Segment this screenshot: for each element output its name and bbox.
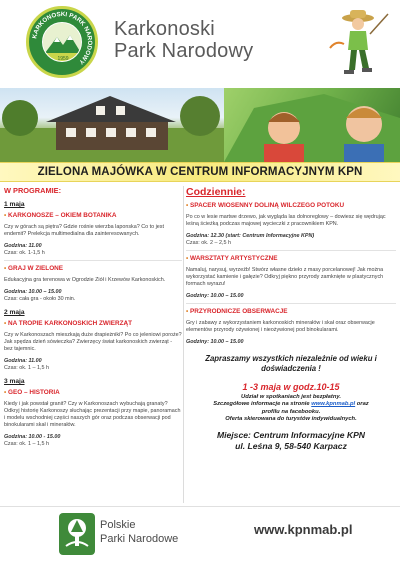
event-title-main: ZIELONA MAJÓWKA: [37, 166, 153, 178]
activity-title: [186, 308, 396, 315]
activity-title-text: KARKONOSZE – OKIEM BOTANIKA: [8, 212, 117, 219]
building-photo: [0, 88, 224, 162]
invitation-line-1: Zapraszamy wszystkich niezależnie od wieku i: [205, 354, 377, 363]
polish-parks-line-2: Parki Narodowe: [100, 533, 179, 545]
free-info-line-3: profilu na facebooku.: [261, 408, 321, 415]
website-link[interactable]: www.kpnmab.pl: [311, 401, 356, 408]
location-line-2: ul. Leśna 9, 58-540 Karpacz: [235, 440, 347, 451]
day-label: 1 maja: [4, 201, 25, 208]
building-photo-art: [0, 88, 224, 162]
invitation-line-2: doświadczenia !: [261, 364, 321, 373]
separator: [186, 303, 396, 304]
activity-duration: Czas: ok. 1 – 1,5 h: [4, 441, 49, 447]
bullet-icon: •: [186, 202, 191, 209]
day-label: 2 maja: [4, 309, 25, 316]
activity-duration: Czas: ok. 1-1,5 h: [4, 250, 45, 256]
activity-desc: Namaluj, narysuj, wyrzeźb! Stwórz własne dzieło z masy porcelanowej! Jak można wykorzystać kamienie i gałęzie? Odkryj piękno przyrody zamknięte w plastycznych formach wyrazu!: [186, 267, 384, 287]
bullet-icon: •: [186, 255, 191, 262]
program-heading: W PROGRAMIE:: [4, 186, 62, 195]
children-photo-art: [224, 88, 400, 162]
activity-time: Godzina: 11.00: [4, 243, 42, 249]
activity-title: [186, 255, 396, 262]
children-photo: [224, 88, 400, 162]
free-info-text: Szczegółowe informacje na stronie: [213, 401, 312, 408]
free-info-line-4: Oferta skierowana do turystów indywidualnych.: [225, 416, 357, 423]
photo-strip: [0, 88, 400, 162]
activity-title: [4, 389, 182, 396]
logo-emblem: [42, 22, 82, 62]
activity-title-text: NA TROPIE KARKONOSKICH ZWIERZĄT: [8, 320, 133, 327]
brand-line-2: Park Narodowy: [114, 40, 254, 62]
bullet-icon: •: [4, 389, 9, 396]
activity-time: Godziny: 10.00 – 15.00: [186, 339, 244, 345]
activity-time: Godzina: 11.00: [4, 358, 42, 364]
activity-title-text: WARSZTATY ARTYSTYCZNE: [190, 255, 278, 262]
polish-parks-line-1: Polskie: [100, 519, 136, 531]
activity-time: Godzina: 10.00 – 15.00: [4, 289, 62, 295]
activity-title-text: SPACER WIOSENNY DOLINĄ WILCZEGO POTOKU: [190, 202, 345, 209]
activity-desc: Gry i zabawy z wykorzystaniem karkonoskich minerałów i skał oraz obserwacje elementów przyrody ożywionej i nieożywionej pod binokularami.: [186, 320, 375, 333]
event-title: [0, 166, 400, 178]
kpn-logo: [26, 6, 98, 78]
activity-desc: Czy w górach są piętra? Gdzie rośnie wierzba laponska? Co to jest endemit? Prelekcja multimedialna dla zainteresowanych.: [4, 224, 165, 237]
footer-website[interactable]: www.kpnmab.pl: [254, 522, 353, 537]
activity-title: [4, 265, 182, 272]
event-title-place: W CENTRUM INFORMACYJNYM KPN: [152, 166, 363, 178]
mountain-emblem-icon: [43, 23, 82, 62]
logo-ring-text: KARKONOSKI PARK NARODOWY: [31, 10, 94, 66]
event-dates: 1 -3 maja w godz.10-15: [242, 382, 340, 392]
daily-column: [186, 186, 396, 452]
activity-time: Godziny: 10.00 – 15.00: [186, 293, 244, 299]
program-column: [4, 186, 182, 448]
brand-line-1: Karkonoski: [114, 18, 215, 40]
activity-desc: Kiedy i jak powstał granit? Czy w Karkonoszach wybuchają granaty? Odkryj historię Karkonoszy słuchając prezentacji przy mapie, panoramach i modelu wschodniej części naszych gór oraz podczas obserwacji pod binokularami skał i minerałów.: [4, 401, 181, 428]
free-info-text-end: oraz: [355, 401, 369, 408]
activity-time: Godzina: 12.30 (start: Centrum Informacyjne KPN): [186, 233, 315, 239]
activity-title-text: GEO – HISTORIA: [8, 389, 60, 396]
hiker-illustration-icon: [322, 4, 394, 80]
daily-heading: Codziennie:: [186, 186, 246, 198]
bullet-icon: •: [4, 320, 9, 327]
activity-title: [186, 202, 396, 209]
activity-time: Godzina: 10.00 - 15.00: [4, 434, 61, 440]
column-divider: [183, 186, 184, 503]
invitation: [186, 354, 396, 374]
separator: [186, 250, 396, 251]
polish-parks-logo-icon: [58, 512, 96, 556]
activity-desc: Edukacyjna gra terenowa w Ogrodzie Ziół i Krzewów Karkonoskich.: [4, 277, 166, 283]
free-info-line-2: [186, 401, 396, 408]
activity-desc: Czy w Karkonoszach mieszkają duże drapieżniki? Po co jeleniowi poroże? Jak spędza dzień sówieczka? Zwierzęcy świat karkonoskich zwierząt - bez tajemnic.: [4, 332, 182, 352]
day-label: 3 maja: [4, 378, 25, 385]
activity-duration: Czas: cała gra - około 30 min.: [4, 296, 76, 302]
logo-year: 1959: [57, 56, 69, 62]
activity-duration: Czas: ok. 1 – 1,5 h: [4, 365, 49, 371]
location-line-1: Miejsce: Centrum Informacyjne KPN: [216, 429, 366, 440]
event-location: [186, 430, 396, 452]
bullet-icon: •: [4, 212, 9, 219]
activity-title-text: GRAJ W ZIELONE: [8, 265, 64, 272]
separator: [4, 260, 182, 261]
activity-title: [4, 320, 182, 327]
activity-desc: Po co w lesie martwe drzewo, jak wygląda las dolnoreglowy – dowiesz się wędrując leśną ścieżką podczas majowej wycieczki z pracownikiem KPN.: [186, 214, 386, 227]
title-band: [0, 162, 400, 182]
footer-divider: [0, 506, 400, 507]
activity-duration: Czas: ok. 2 – 2,5 h: [186, 240, 231, 246]
activity-title-text: PRZYRODNICZE OBSERWACJE: [190, 308, 288, 315]
bullet-icon: •: [4, 265, 9, 272]
activity-title: [4, 212, 182, 219]
free-info: [186, 394, 396, 424]
bullet-icon: •: [186, 308, 191, 315]
free-info-line-1: Udział w spotkaniach jest bezpłatny.: [241, 394, 341, 400]
